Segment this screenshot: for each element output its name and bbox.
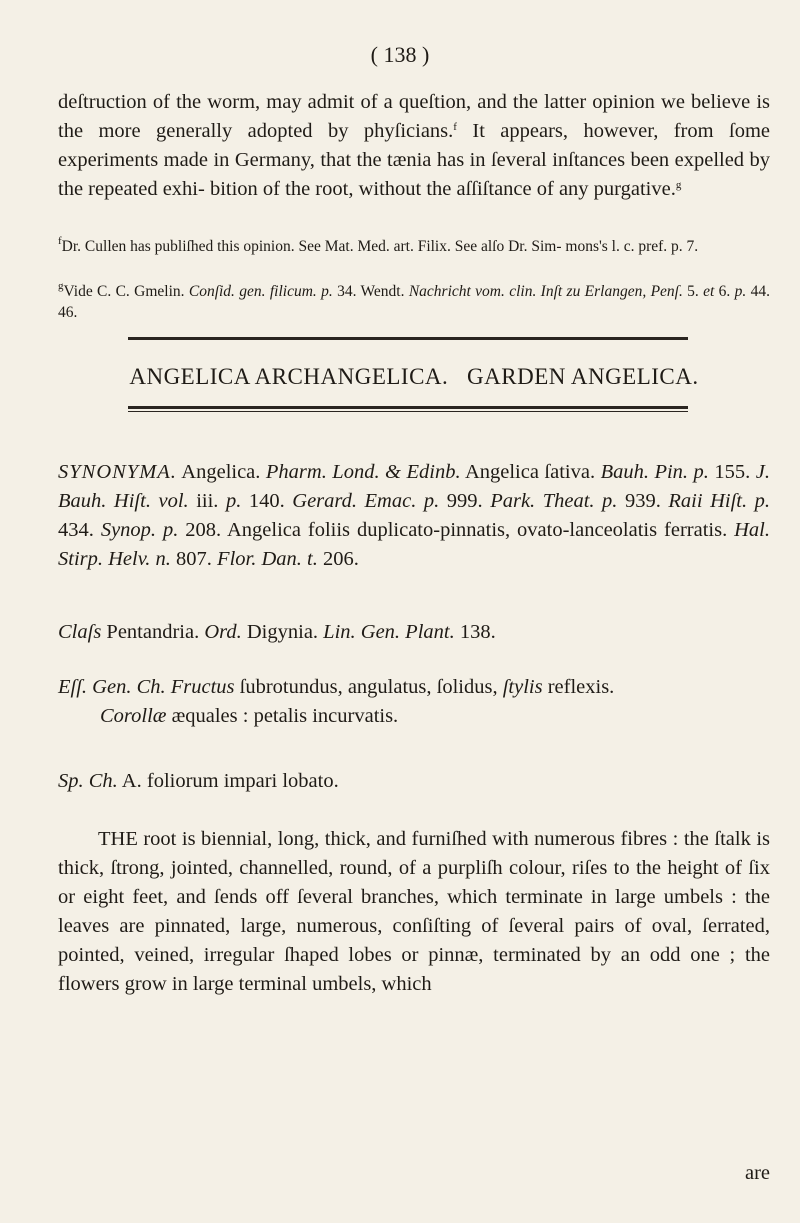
footnote-g-part: 5.: [682, 283, 704, 300]
essential-part: ſubrotundus, angulatus, ſolidus,: [234, 676, 498, 698]
synonyma-part: 140.: [241, 490, 293, 512]
footnote-g-part: 34. Wendt.: [332, 283, 409, 300]
classis-part: Claſs: [58, 621, 102, 643]
description-text: THE root is biennial, long, thick, and furniſhed with numerous fibres : the ſtalk is thick, ſtrong, jointed, channelled, round, of a purpliſh colour, riſes to the height of ſix or eight feet, and ſends off ſeveral branches, which terminate in large umbels : the leaves are pinnated, large, numerous, conſiſting of ſeveral pairs of oval, ſerrated, pointed, veined, irregular ſhaped lobes or pinnæ, terminated by an odd one ; the flowers grow in large terminal umbels, which: [58, 828, 770, 995]
synonyma-part: 434.: [58, 519, 101, 541]
footnote-g-part: Vide C. C. Gmelin.: [63, 283, 189, 300]
synonyma-part: Synop. p.: [100, 519, 179, 541]
synonyma-part: Pharm. Lond. & Edinb.: [265, 461, 461, 483]
paragraph-opening-text-a: deſtruction of the worm, may admit of a queſtion, and the latter opinion we believe is the more generally adopted by phyſicians.: [58, 91, 770, 142]
title-underline-thick: [128, 406, 688, 409]
synonyma-part: Bauh. Pin. p.: [600, 461, 709, 483]
footnote-f: [58, 236, 770, 257]
essential-character-line-2: [58, 702, 770, 731]
footnote-ref-f: f: [453, 121, 457, 133]
synonyma-part: Angelica ſativa.: [460, 461, 601, 483]
synonyma-part: 939.: [617, 490, 669, 512]
footnote-f-text: Dr. Cullen has publiſhed this opinion. See Mat. Med. art. Filix. See alſo Dr. Sim- mons's l. c. pref. p. 7.: [61, 238, 699, 255]
paragraph-opening-text-b: It appears, however, from ſome experiments made in Germany, that the tænia has in ſeveral inſtances been expelled by the repeated exhi- bition of the root, without the aſſiſtance of any purgative.: [58, 120, 770, 200]
section-title: ANGELICA ARCHANGELICA. GARDEN ANGELICA.: [129, 364, 699, 389]
synonyma-part: 999.: [439, 490, 491, 512]
footnote-g-part: p.: [734, 283, 747, 300]
footnote-f-mark: f: [58, 235, 62, 247]
synonyma-part: Park. Theat. p.: [490, 490, 618, 512]
footnote-g-part: Conſid. gen. filicum. p.: [188, 283, 333, 300]
footnote-g-mark: g: [58, 280, 64, 292]
paragraph-opening: [58, 88, 770, 204]
footnote-g-part: 6.: [714, 283, 735, 300]
synonyma-part: p.: [225, 490, 242, 512]
classis-part: Lin. Gen. Plant.: [323, 621, 455, 643]
specific-part: Sp. Ch.: [58, 770, 118, 792]
synonyma-label: SYNONYMA.: [58, 461, 177, 483]
essential-part: ſtylis: [502, 676, 543, 698]
specific-character: [58, 767, 770, 796]
specific-part: A. foliorum impari lobato.: [117, 770, 339, 792]
synonyma-part: Raii Hiſt. p.: [668, 490, 771, 512]
description-paragraph: [58, 825, 770, 999]
footnote-g: [58, 281, 770, 323]
section-divider-top: [128, 337, 688, 340]
synonyma-part: 155.: [708, 461, 756, 483]
essential-character-line-1: [58, 673, 770, 702]
synonyma-part: Gerard. Emac. p.: [292, 490, 440, 512]
footnote-g-part: et: [703, 283, 715, 300]
synonyma-part: Angelica.: [176, 461, 266, 483]
essential-part: Eſſ. Gen. Ch. Fructus: [58, 676, 235, 698]
synonyma-part: Hal. Stirp. Helv. n.: [58, 519, 770, 570]
classis-line: [58, 618, 770, 647]
classis-part: 138.: [454, 621, 496, 643]
footnote-ref-g: g: [675, 179, 682, 191]
essential-part: æquales : petalis incurvatis.: [166, 705, 399, 727]
catchword: are: [744, 1162, 770, 1184]
synonyma-part: Flor. Dan. t.: [217, 548, 318, 570]
synonyma-part: 206.: [317, 548, 359, 570]
page-number: ( 138 ): [370, 42, 430, 67]
classis-part: Digynia.: [241, 621, 324, 643]
classis-part: Pentandria.: [101, 621, 205, 643]
footnote-g-part: Nachricht vom. clin. Inſt zu Erlangen, Penſ.: [408, 283, 683, 300]
title-underline-thin: [128, 411, 688, 412]
essential-character: [58, 673, 770, 731]
footnote-g-part: 44. 46.: [58, 283, 770, 321]
synonyma-part: 807.: [170, 548, 218, 570]
synonyma-paragraph: [58, 458, 770, 574]
synonyma-part: J. Bauh. Hiſt. vol.: [58, 461, 770, 512]
synonyma-part: iii.: [188, 490, 226, 512]
essential-part: Corollæ: [100, 705, 167, 727]
essential-part: reflexis.: [542, 676, 615, 698]
classis-part: Ord.: [204, 621, 242, 643]
synonyma-part: 208. Angelica foliis duplicato-pinnatis, ovato-lanceolatis ferratis.: [178, 519, 735, 541]
